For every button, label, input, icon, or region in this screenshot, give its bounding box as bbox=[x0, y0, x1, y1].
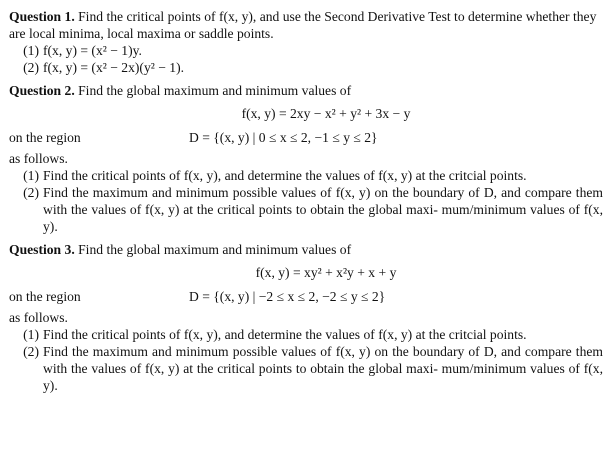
part-text: Find the critical points of f(x, y), and determine the values of f(x, y) at the critcial points. bbox=[43, 168, 527, 183]
part-text: f(x, y) = (x² − 2x)(y² − 1). bbox=[43, 60, 185, 75]
question-2-part-1 bbox=[9, 167, 603, 184]
question-3-function: f(x, y) = xy² + x²y + x + y bbox=[255, 265, 397, 280]
question-3-region-row bbox=[9, 288, 603, 305]
part-number: (2) bbox=[23, 185, 39, 200]
part-text: Find the maximum and minimum possible values of f(x, y) on the boundary of D, and compare them with the values of f(x, y) at the critical points to obtain the global maxi- mum/minimum values of f(x, y). bbox=[43, 344, 603, 393]
question-3-part-2 bbox=[9, 343, 603, 394]
question-3-part-1 bbox=[9, 326, 603, 343]
question-3-text: Find the global maximum and minimum values of bbox=[78, 242, 352, 257]
part-text: Find the critical points of f(x, y), and determine the values of f(x, y) at the critcial points. bbox=[43, 327, 527, 342]
question-1-prompt bbox=[9, 8, 603, 42]
question-1-part-2 bbox=[9, 59, 603, 76]
question-3-parts bbox=[9, 326, 603, 394]
question-2-function: f(x, y) = 2xy − x² + y² + 3x − y bbox=[241, 106, 411, 121]
question-3-prompt bbox=[9, 241, 603, 258]
part-number: (1) bbox=[23, 168, 39, 183]
question-2-prompt bbox=[9, 82, 603, 99]
part-text: f(x, y) = (x² − 1)y. bbox=[43, 43, 142, 58]
question-2-label: Question 2. bbox=[9, 83, 75, 98]
part-number: (2) bbox=[23, 344, 39, 359]
question-2-region: D = {(x, y) | 0 ≤ x ≤ 2, −1 ≤ y ≤ 2} bbox=[189, 130, 378, 145]
question-1-part-1 bbox=[9, 42, 603, 59]
part-number: (1) bbox=[23, 43, 39, 58]
question-3-region: D = {(x, y) | −2 ≤ x ≤ 2, −2 ≤ y ≤ 2} bbox=[189, 289, 386, 304]
question-2-follows: as follows. bbox=[9, 151, 68, 166]
question-3-label: Question 3. bbox=[9, 242, 75, 257]
question-3-follows: as follows. bbox=[9, 310, 68, 325]
part-text: Find the maximum and minimum possible values of f(x, y) on the boundary of D, and compare them with the values of f(x, y) at the critical points to obtain the global maxi- mum/minimum values of f(x, y). bbox=[43, 185, 603, 234]
question-1-parts bbox=[9, 42, 603, 76]
region-label: on the region bbox=[9, 289, 81, 304]
question-1-text: Find the critical points of f(x, y), and use the Second Derivative Test to determine whether they are local minima, local maxima or saddle points. bbox=[9, 9, 597, 41]
question-2-part-2 bbox=[9, 184, 603, 235]
part-number: (2) bbox=[23, 60, 39, 75]
question-2-parts bbox=[9, 167, 603, 235]
part-number: (1) bbox=[23, 327, 39, 342]
question-1-label: Question 1. bbox=[9, 9, 75, 24]
region-label: on the region bbox=[9, 130, 81, 145]
question-2-text: Find the global maximum and minimum values of bbox=[78, 83, 352, 98]
question-2-region-row bbox=[9, 129, 603, 146]
